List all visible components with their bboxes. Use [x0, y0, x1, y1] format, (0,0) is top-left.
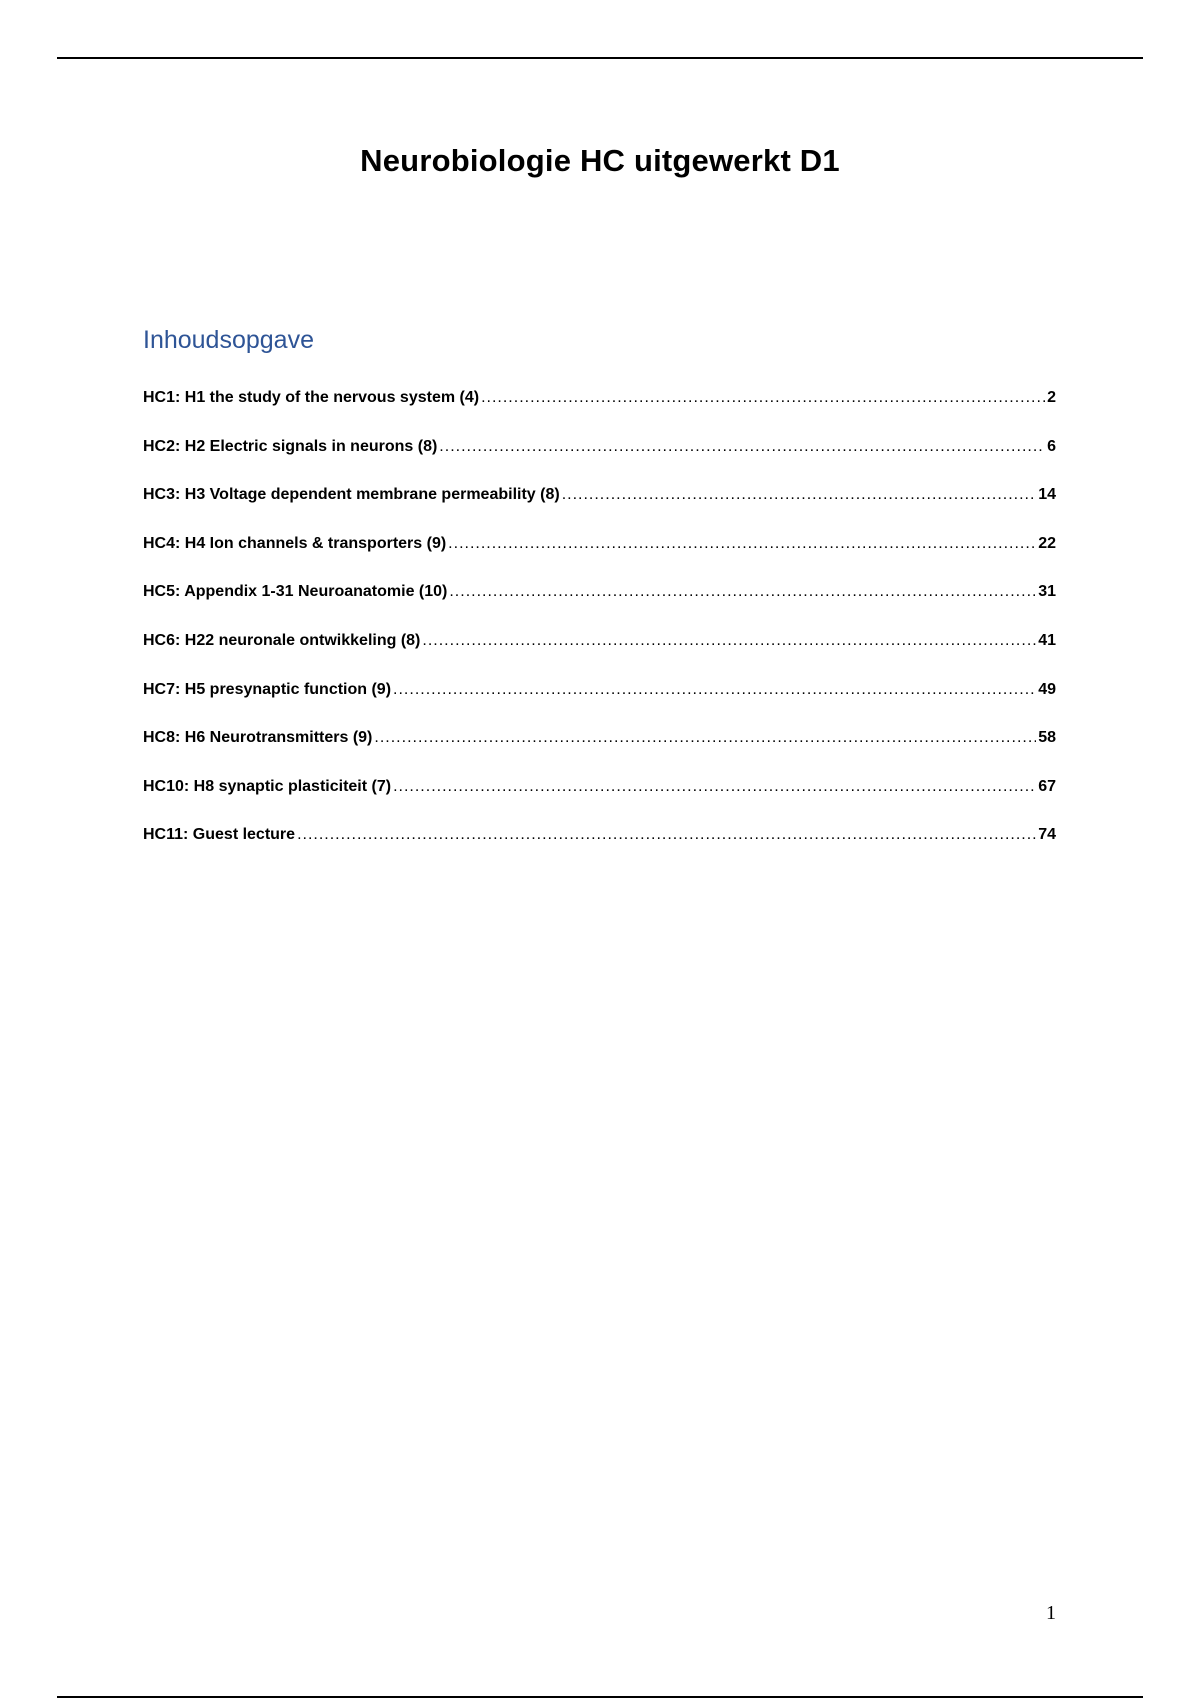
toc-entry[interactable]: [143, 535, 1056, 584]
table-of-contents: [143, 389, 1056, 875]
toc-entry[interactable]: [143, 729, 1056, 778]
toc-entry-page: 41: [1038, 631, 1056, 649]
header-rule: [57, 57, 1143, 59]
footer-rule: [57, 1696, 1143, 1698]
toc-dot-leader: [422, 632, 1036, 650]
toc-entry[interactable]: [143, 583, 1056, 632]
toc-entry-page: 31: [1038, 583, 1056, 601]
toc-entry-label: HC3: H3 Voltage dependent membrane permeability (8): [143, 486, 560, 504]
toc-entry[interactable]: [143, 826, 1056, 875]
toc-entry-label: HC1: H1 the study of the nervous system (4): [143, 389, 480, 406]
toc-entry-label: HC6: H22 neuronale ontwikkeling (8): [143, 631, 421, 649]
toc-dot-leader: [374, 729, 1036, 747]
toc-entry-label: HC5: Appendix 1-31 Neuroanatomie (10): [143, 583, 448, 601]
toc-entry-page: 58: [1038, 729, 1056, 747]
toc-heading: Inhoudsopgave: [143, 326, 314, 354]
toc-entry-label: HC2: H2 Electric signals in neurons (8): [143, 437, 438, 455]
toc-entry-label: HC4: H4 Ion channels & transporters (9): [143, 534, 447, 552]
toc-entry-label: HC7: H5 presynaptic function (9): [143, 680, 392, 698]
toc-dot-leader: [481, 389, 1045, 407]
toc-dot-leader: [449, 583, 1036, 601]
toc-entry-page: 2: [1047, 389, 1056, 406]
document-title: Neurobiologie HC uitgewerkt D1: [360, 143, 840, 178]
toc-dot-leader: [393, 778, 1036, 796]
toc-entry-page: 6: [1047, 437, 1056, 455]
page-number: 1: [1046, 1602, 1056, 1624]
toc-dot-leader: [439, 438, 1045, 456]
toc-entry-page: 67: [1038, 777, 1056, 795]
toc-entry-page: 22: [1038, 534, 1056, 552]
toc-entry-label: HC8: H6 Neurotransmitters (9): [143, 729, 373, 747]
toc-entry-page: 74: [1038, 826, 1056, 844]
toc-entry[interactable]: [143, 778, 1056, 827]
toc-entry[interactable]: [143, 486, 1056, 535]
toc-dot-leader: [448, 535, 1036, 553]
toc-entry-label: HC11: Guest lecture: [143, 826, 296, 844]
toc-dot-leader: [393, 681, 1036, 699]
toc-entry-label: HC10: H8 synaptic plasticiteit (7): [143, 777, 392, 795]
toc-entry[interactable]: [143, 438, 1056, 487]
toc-entry[interactable]: [143, 632, 1056, 681]
toc-dot-leader: [297, 826, 1036, 844]
toc-dot-leader: [562, 486, 1037, 504]
toc-entry[interactable]: [143, 681, 1056, 730]
toc-entry-page: 14: [1038, 486, 1056, 504]
toc-entry-page: 49: [1038, 680, 1056, 698]
toc-entry[interactable]: [143, 389, 1056, 438]
